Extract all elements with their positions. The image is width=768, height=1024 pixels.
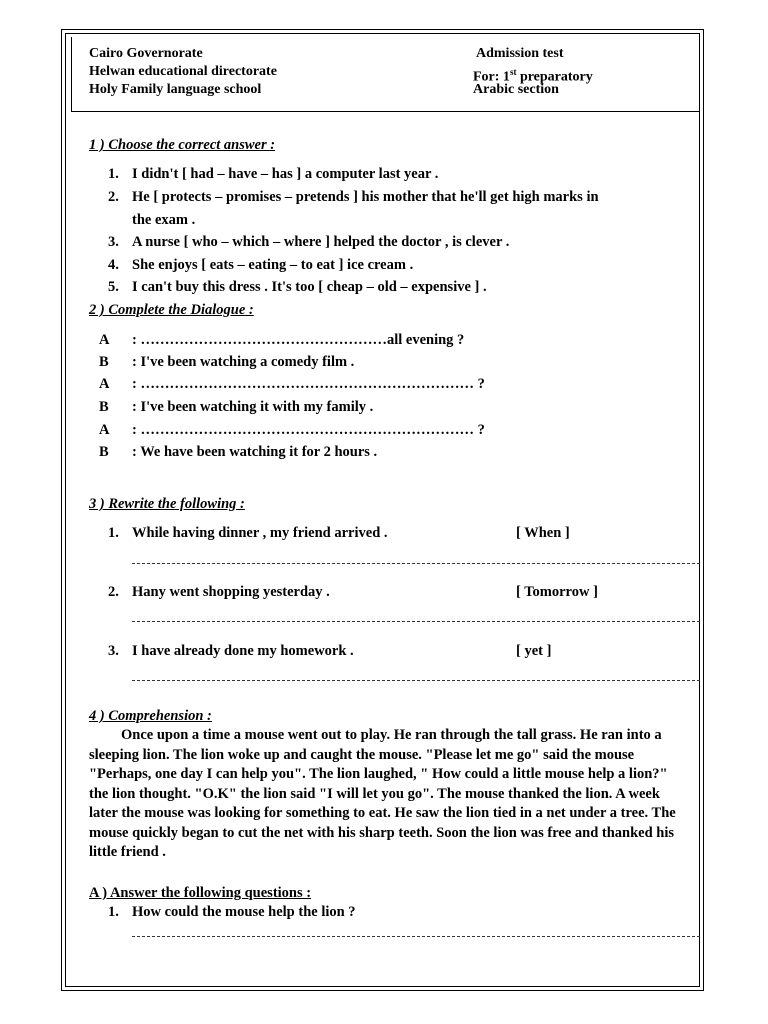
question1-number: 1. [108,904,119,920]
rewrite3-text: I have already done my homework . [132,643,354,659]
dialogue-line: : I've been watching a comedy film . [132,354,355,370]
q4-number: 4. [108,257,119,273]
dialogue-speaker: B [99,444,109,460]
dialogue-line: : …………………………………………………………… ? [132,422,485,438]
q2-text: He [ protects – promises – pretends ] his mother that he'll get high marks in [132,189,599,205]
header-directorate: Helwan educational directorate [89,64,277,79]
q5-number: 5. [108,279,119,295]
rewrite2-hint: [ Tomorrow ] [516,584,598,600]
answer-line[interactable] [132,621,700,622]
q4-text: She enjoys [ eats – eating – to eat ] ice cream . [132,257,414,273]
dialogue-speaker: B [99,399,109,415]
q3-text: A nurse [ who – which – where ] helped the doctor , is clever . [132,234,510,250]
q2-text-cont: the exam . [132,212,196,228]
header-governorate: Cairo Governorate [89,46,203,61]
rewrite2-text: Hany went shopping yesterday . [132,584,330,600]
section4-title: 4 ) Comprehension : [89,708,212,724]
answer-line[interactable] [132,680,700,681]
section1-title: 1 ) Choose the correct answer : [89,137,276,153]
rewrite1-number: 1. [108,525,119,541]
answer-line[interactable] [132,563,700,564]
q2-number: 2. [108,189,119,205]
questions-subtitle: A ) Answer the following questions : [89,885,312,901]
rewrite2-number: 2. [108,584,119,600]
header-school: Holy Family language school [89,82,262,97]
dialogue-speaker: A [99,376,110,392]
dialogue-line: : We have been watching it for 2 hours . [132,444,378,460]
question1-text: How could the mouse help the lion ? [132,904,356,920]
header-test-title: Admission test [476,46,564,61]
dialogue-line: : …………………………………………………………… ? [132,376,485,392]
q1-number: 1. [108,166,119,182]
q3-number: 3. [108,234,119,250]
rewrite3-hint: [ yet ] [516,643,552,659]
rewrite3-number: 3. [108,643,119,659]
answer-line[interactable] [132,936,700,937]
dialogue-speaker: A [99,332,110,348]
header-section: Arabic section [473,82,559,97]
section3-title: 3 ) Rewrite the following : [89,496,245,512]
section2-title: 2 ) Complete the Dialogue : [89,302,254,318]
rewrite1-text: While having dinner , my friend arrived . [132,525,388,541]
comprehension-passage: Once upon a time a mouse went out to play. He ran through the tall grass. He ran into a sleeping lion. The lion woke up and caught the mouse. "Please let me go" said the mouse "Perhaps, one day I can help you". The lion laughed, " How could a little mouse help a lion?" the lion thought. "O.K" the lion said "I will let you go". The mouse thanked the lion. A week later the mouse was looking for something to eat. He saw the lion tied in a net under a tree. The mouse quickly began to cut the net with his sharp teeth. Soon the lion was free and thanked his little friend . [89,727,676,860]
header-grade: For: 1st preparatory [473,67,593,85]
q1-text: I didn't [ had – have – has ] a computer last year . [132,166,439,182]
dialogue-speaker: B [99,354,109,370]
dialogue-speaker: A [99,422,110,438]
dialogue-line: : I've been watching it with my family . [132,399,374,415]
dialogue-line: : ……………………………………………all evening ? [132,332,465,348]
q5-text: I can't buy this dress . It's too [ cheap – old – expensive ] . [132,279,487,295]
rewrite1-hint: [ When ] [516,525,570,541]
